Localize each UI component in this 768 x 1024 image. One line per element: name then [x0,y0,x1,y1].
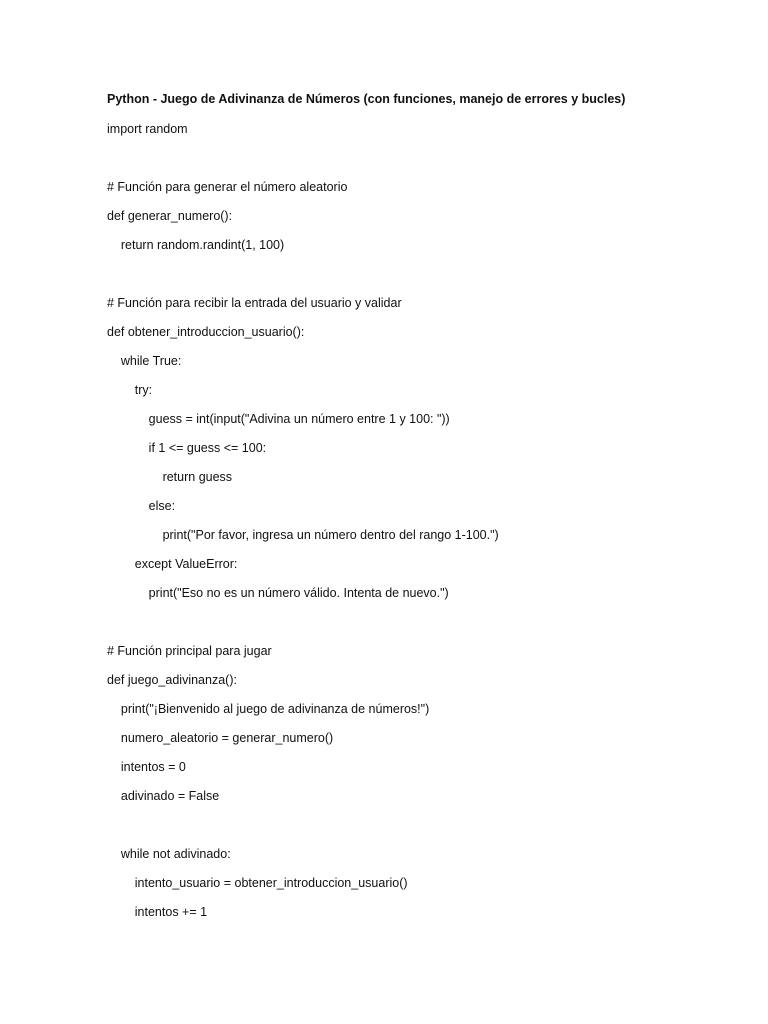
code-line: adivinado = False [107,789,220,803]
code-line: return random.randint(1, 100) [107,238,285,252]
code-line: # Función para generar el número aleatorio [107,180,348,194]
code-line: return guess [107,470,233,484]
code-line: def generar_numero(): [107,209,233,223]
code-line: intento_usuario = obtener_introduccion_usuario() [107,876,408,890]
code-line: print("Por favor, ingresa un número dentro del rango 1-100.") [107,528,499,542]
code-line [107,614,499,643]
code-line: intentos += 1 [107,905,208,919]
code-line: guess = int(input("Adivina un número entre 1 y 100: ")) [107,412,450,426]
code-line [107,150,499,179]
code-line: if 1 <= guess <= 100: [107,441,267,455]
code-block [107,121,499,933]
code-line [107,266,499,295]
code-line: print("¡Bienvenido al juego de adivinanza de números!") [107,702,430,716]
code-line: except ValueError: [107,557,238,571]
code-line: # Función para recibir la entrada del usuario y validar [107,296,402,310]
code-line: print("Eso no es un número válido. Intenta de nuevo.") [107,586,449,600]
code-line: intentos = 0 [107,760,186,774]
code-line: else: [107,499,176,513]
code-line: def obtener_introduccion_usuario(): [107,325,305,339]
code-line: while not adivinado: [107,847,231,861]
code-line: numero_aleatorio = generar_numero() [107,731,334,745]
code-line [107,817,499,846]
code-line: import random [107,122,188,136]
code-line: def juego_adivinanza(): [107,673,237,687]
code-line: # Función principal para jugar [107,644,272,658]
code-line: while True: [107,354,182,368]
document-title: Python - Juego de Adivinanza de Números (con funciones, manejo de errores y bucles) [107,92,626,106]
code-line: try: [107,383,153,397]
